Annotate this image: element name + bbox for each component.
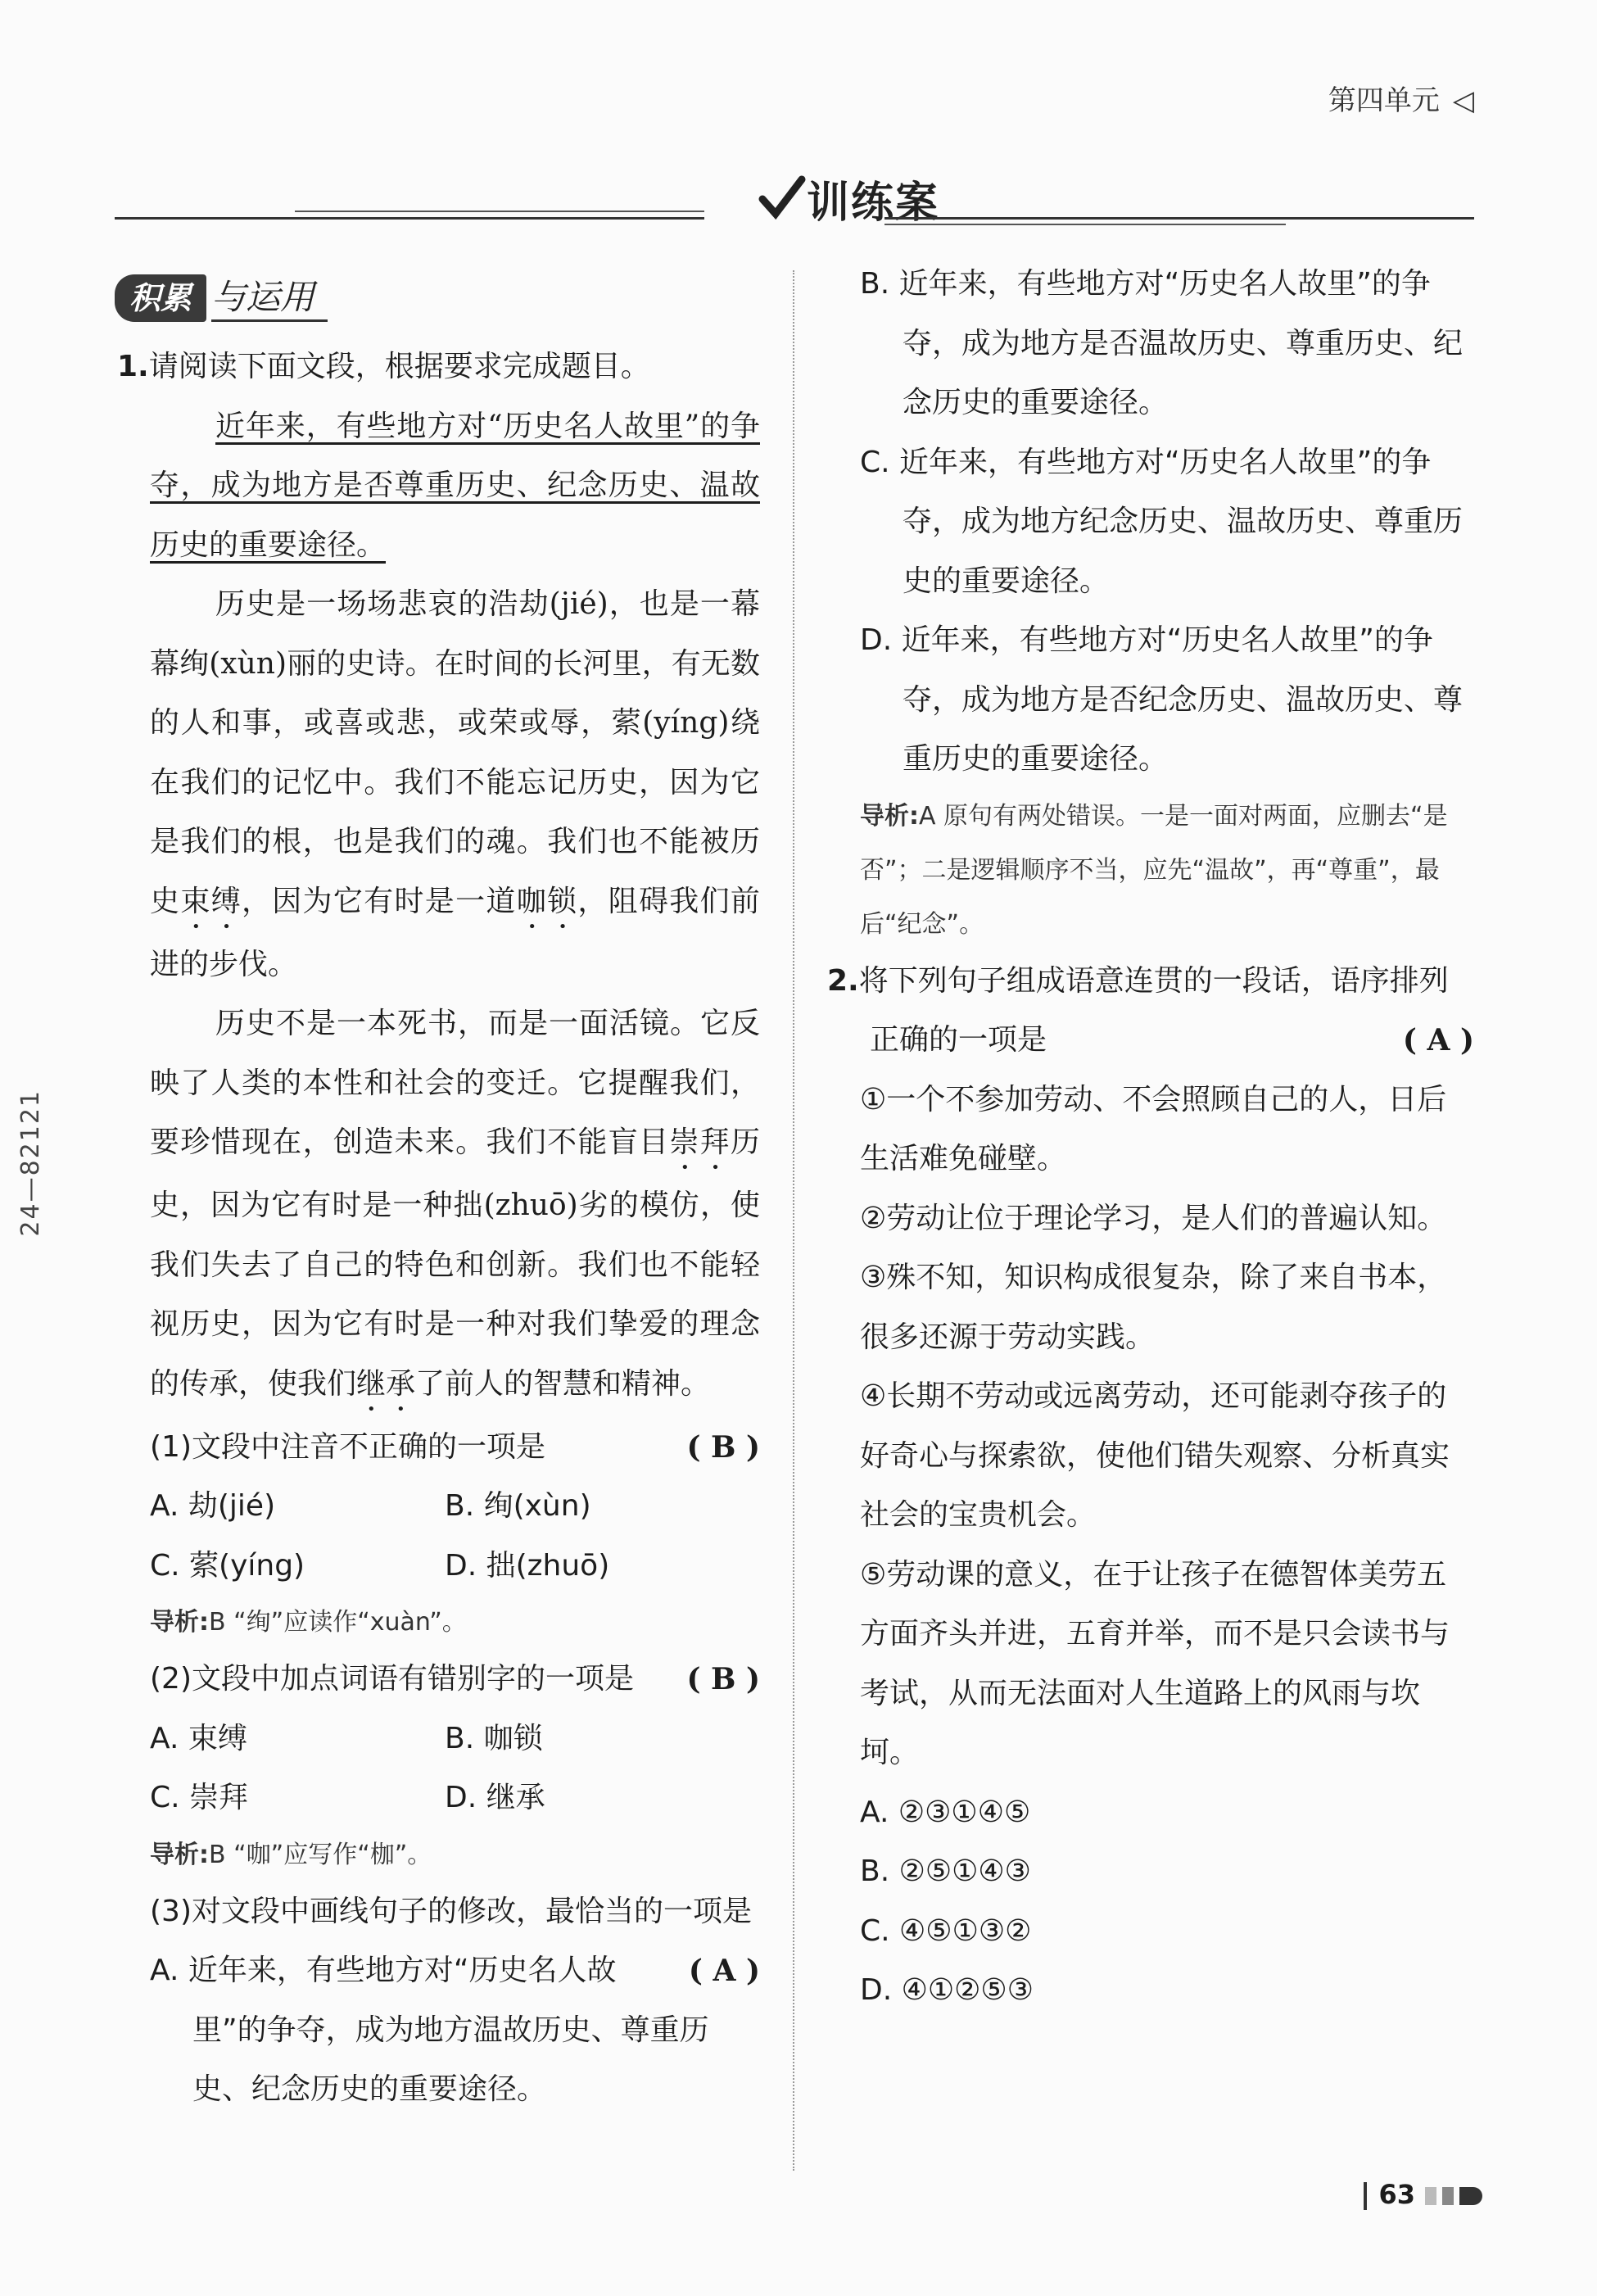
arrow-decoration-icon [1425,2187,1482,2205]
passage-paragraph-2: 历史是一场场悲哀的浩劫(jié)，也是一幕幕绚(xùn)丽的史诗。在时间的长河里，有无数的人和事，或喜或悲，或荣或辱，萦(yíng)绕在我们的记忆中。我们不能忘记历史，因为它是我们的根，也是我们的魂。我们也不能被历史束缚，因为它有时是一道咖锁，阻碍我们前进的步伐。 [150,587,760,981]
column-divider [793,270,794,2171]
analysis-note: 导析:A 原句有两处错误。一是一面对两面，应删去“是否”；二是逻辑顺序不当，应先“温故”，再“尊重”，最后“纪念”。 [860,801,1448,939]
section-badge [115,270,328,321]
option: D. 近年来，有些地方对“历史名人故里”的争夺，成为地方是否纪念历史、温故历史、尊重历史的重要途径。 [860,623,1464,776]
option: D. 拙(zhuō) [445,1548,610,1583]
page-number: 63 [1364,2179,1482,2210]
q1-number: 1. [117,350,149,383]
analysis-note: 导析:B “绚”应读作“xuàn”。 [150,1608,467,1637]
option: B. 咖锁 [445,1721,543,1755]
option: A. ②③①④⑤ [860,1795,1031,1829]
sentence-item: ①一个不参加劳动、不会照顾自己的人，日后生活难免碰壁。 [860,1082,1447,1175]
q1-sub2: (2)文段中加点词语有错别字的一项是 ( B ) A. 束缚 B. 咖锁 C. 崇拜 D. 继承 导析:B “咖”应写作“枷”。 [117,1650,760,1882]
analysis-note: 导析:B “咖”应写作“枷”。 [150,1840,432,1869]
answer-badge: ( A ) [1402,1023,1474,1057]
section-title-bar [115,168,1474,242]
option: C. 萦(yíng) [150,1548,305,1583]
option: D. 继承 [445,1781,545,1814]
badge-part1: 积累 [115,274,206,322]
dotted-word: 崇拜 [669,1125,731,1159]
page-title: 训练案 [807,179,940,228]
option: C. 崇拜 [150,1781,249,1814]
unit-label: 第四单元 ◁ [1328,84,1474,117]
answer-badge: ( A ) [688,1954,760,1988]
option: C. ④⑤①③② [860,1913,1032,1948]
sentence-item: ②劳动让位于理论学习，是人们的普遍认知。 [860,1201,1447,1235]
checkmark-icon [758,174,807,224]
sentence-item: ④长期不劳动或远离劳动，还可能剥夺孩子的好奇心与探索欲，使他们错失观察、分析真实社会的宝贵机会。 [860,1379,1450,1532]
left-column [117,337,760,2120]
option: B. 绚(xùn) [445,1489,591,1523]
underlined-sentence: 近年来，有些地方对“历史名人故里”的争夺，成为地方是否尊重历史、纪念历史、温故历史的重要途径。 [150,409,760,562]
option: A. 束缚 [150,1721,247,1755]
q1-sub1: (1)文段中注音不正确的一项是 ( B ) A. 劫(jié) B. 绚(xùn) C. 萦(yíng) D. 拙(zhuō) 导析:B “绚”应读作“xuàn”。 [117,1418,760,1651]
triangle-left-icon: ◁ [1452,84,1474,117]
q1-prompt: 1.请阅读下面文段，根据要求完成题目。 [117,350,650,383]
option: D. ④①②⑤③ [860,1973,1034,2007]
q2-stem: 2.将下列句子组成语意连贯的一段话，语序排列正确的一项是 ( A ) [827,952,1474,1071]
dotted-word: 咖锁 [516,884,578,918]
option: A. 劫(jié) [150,1489,276,1523]
dotted-word: 继承 [356,1366,416,1401]
option: C. 近年来，有些地方对“历史名人故里”的争夺，成为地方纪念历史、温故历史、尊重历史的重要途径。 [860,445,1464,598]
sentence-item: ③殊不知，知识构成很复杂，除了来自书本，很多还源于劳动实践。 [860,1261,1447,1354]
answer-badge: ( B ) [686,1662,760,1696]
right-column [827,255,1474,2021]
answer-badge: ( B ) [686,1429,760,1465]
passage-paragraph-3: 历史不是一本死书，而是一面活镜。它反映了人类的本性和社会的变迁。它提醒我们，要珍惜现在，创造未来。我们不能盲目崇拜历史，因为它有时是一种拙(zhuō)劣的模仿，使我们失去了自己的特色和创新。我们也不能轻视历史，因为它有时是一种对我们挚爱的理念的传承，使我们继承了前人的智慧和精神。 [150,1007,760,1401]
option: B. 近年来，有些地方对“历史名人故里”的争夺，成为地方是否温故历史、尊重历史、纪念历史的重要途径。 [860,267,1464,419]
q1-passage [117,397,760,1418]
q1-sub3: (3)对文段中画线句子的修改，最恰当的一项是 ( A ) A. 近年来，有些地方对“历史名人故里”的争夺，成为地方温故历史、尊重历史、纪念历史的重要途径。 [117,1882,760,2120]
side-code: 24—82121 [16,1089,45,1237]
option: A. 近年来，有些地方对“历史名人故里”的争夺，成为地方温故历史、尊重历史、纪念历史的重要途径。 [150,1954,709,2106]
option: B. ②⑤①④③ [860,1854,1031,1888]
badge-part2: 与运用 [211,270,328,322]
sentence-item: ⑤劳动课的意义，在于让孩子在德智体美劳五方面齐头并进，五育并举，而不是只会读书与考试，从而无法面对人生道路上的风雨与坎坷。 [860,1557,1450,1769]
dotted-word: 束缚 [180,884,242,918]
